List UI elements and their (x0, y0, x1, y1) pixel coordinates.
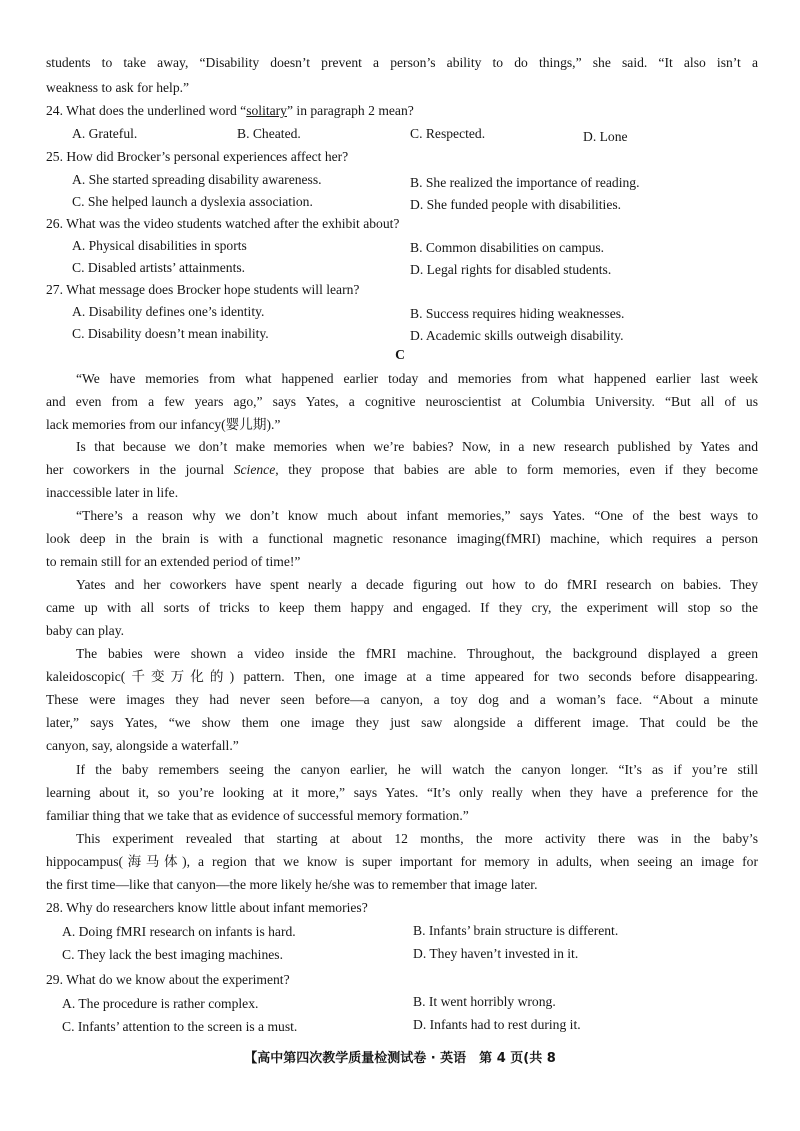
option-a: A. She started spreading disability awareness. (72, 172, 322, 187)
option-b: B. Common disabilities on campus. (410, 240, 605, 255)
passage-c-line: learning about it, so you’re looking at it more,” says Yates. “It’s only really when they have a preference for the (46, 785, 758, 800)
question-27-stem: 27. What message does Brocker hope students will learn? (46, 282, 360, 297)
passage-c-line: Is that because we don’t make memories when we’re babies? Now, in a new research published by Yates and (76, 439, 758, 454)
passage-c-line: This experiment revealed that starting at about 12 months, the more activity there was in the baby’s (76, 831, 758, 846)
passage-c-line: “There’s a reason why we don’t know much about infant memories,” says Yates. “One of the best ways to (76, 508, 758, 523)
option-a: A. Physical disabilities in sports (72, 238, 247, 253)
option-d: D. Academic skills outweigh disability. (410, 328, 624, 343)
option-b: B. Infants’ brain structure is different. (413, 923, 619, 938)
passage-c-line: The babies were shown a video inside the fMRI machine. Throughout, the background displayed a green (76, 646, 758, 661)
passage-c-line: kaleidoscopic(千变万化的) pattern. Then, one image at a time appeared for two seconds before disappearing. (46, 669, 758, 684)
passage-c-line: baby can play. (46, 623, 125, 638)
journal-name: Science (233, 462, 276, 477)
passage-c-line: familiar thing that we take that as evidence of successful memory formation.” (46, 808, 469, 823)
option-c: C. Respected. (410, 126, 486, 141)
passage-c-line: the first time—like that canyon—the more likely he/she was to remember that image later. (46, 877, 538, 892)
passage-c-line: later,” says Yates, “we show them one image they just saw alongside a different image. That could be the (46, 715, 758, 730)
option-d: D. Legal rights for disabled students. (410, 262, 612, 277)
question-28-stem: 28. Why do researchers know little about infant memories? (46, 900, 368, 915)
passage-c-line: Yates and her coworkers have spent nearly a decade figuring out how to do fMRI research on babies. They (76, 577, 758, 592)
passage-c-line: came up with all sorts of tricks to keep them happy and engaged. If they cry, the experiment will stop so the (46, 600, 758, 615)
passage-c-line (46, 461, 758, 479)
question-26-stem: 26. What was the video students watched after the exhibit about? (46, 216, 400, 231)
passage-c-line: canyon, say, alongside a waterfall.” (46, 738, 239, 753)
option-a: A. Disability defines one’s identity. (72, 304, 265, 319)
passage-c-line: If the baby remembers seeing the canyon earlier, he will watch the canyon longer. “It’s as if you’re still (76, 762, 758, 777)
passage-c-line: hippocampus(海马体), a region that we know is super important for memory in adults, when seeing an image for (46, 854, 758, 869)
option-b: B. She realized the importance of reading. (410, 175, 640, 190)
option-b: B. Cheated. (237, 126, 301, 141)
option-a: A. Doing fMRI research on infants is hard. (62, 924, 296, 939)
option-d: D. Lone (583, 129, 628, 144)
question-25-stem: 25. How did Brocker’s personal experiences affect her? (46, 149, 349, 164)
option-d: D. Infants had to rest during it. (413, 1017, 581, 1032)
question-29-stem: 29. What do we know about the experiment? (46, 972, 290, 987)
option-d: D. She funded people with disabilities. (410, 197, 622, 212)
option-c: C. They lack the best imaging machines. (62, 947, 283, 962)
question-24-stem (46, 102, 414, 120)
option-b: B. Success requires hiding weaknesses. (410, 306, 625, 321)
option-c: C. Disability doesn’t mean inability. (72, 326, 269, 341)
page-footer: 【高中第四次教学质量检测试卷 · 英语 第 4 页(共 8 (244, 1051, 556, 1066)
option-b: B. It went horribly wrong. (413, 994, 556, 1009)
option-a: A. The procedure is rather complex. (62, 996, 259, 1011)
text-part: , they propose that babies are able to form memories, even if they become (275, 462, 758, 477)
option-c: C. Disabled artists’ attainments. (72, 260, 246, 275)
passage-c-line: “We have memories from what happened earlier today and memories from what happened earlier last week (76, 371, 758, 386)
passage-b-line: students to take away, “Disability doesn’t prevent a person’s ability to do things,” she said. “It also isn’t a (46, 55, 758, 70)
passage-c-line: lack memories from our infancy(婴儿期).” (46, 417, 281, 432)
option-d: D. They haven’t invested in it. (413, 946, 579, 961)
passage-b-line: weakness to ask for help.” (46, 80, 190, 95)
passage-c-line: and even from a few years ago,” says Yates, a cognitive neuroscientist at Columbia University. “But all of us (46, 394, 758, 409)
option-c: C. Infants’ attention to the screen is a must. (62, 1019, 298, 1034)
section-c-heading: C (395, 347, 405, 362)
underlined-word: solitary (246, 103, 287, 118)
text-part: her coworkers in the journal (46, 462, 234, 477)
option-a: A. Grateful. (72, 126, 138, 141)
option-c: C. She helped launch a dyslexia association. (72, 194, 313, 209)
passage-c-line: inaccessible later in life. (46, 485, 179, 500)
stem-part: ” in paragraph 2 mean? (286, 103, 414, 118)
passage-c-line: These were images they had never seen before—a canyon, a toy dog and a woman’s face. “About a minute (46, 692, 758, 707)
passage-c-line: to remain still for an extended period of time!” (46, 554, 301, 569)
stem-part: 24. What does the underlined word “ (46, 103, 247, 118)
passage-c-line: look deep in the brain is with a functional magnetic resonance imaging(fMRI) machine, which requires a person (46, 531, 758, 546)
